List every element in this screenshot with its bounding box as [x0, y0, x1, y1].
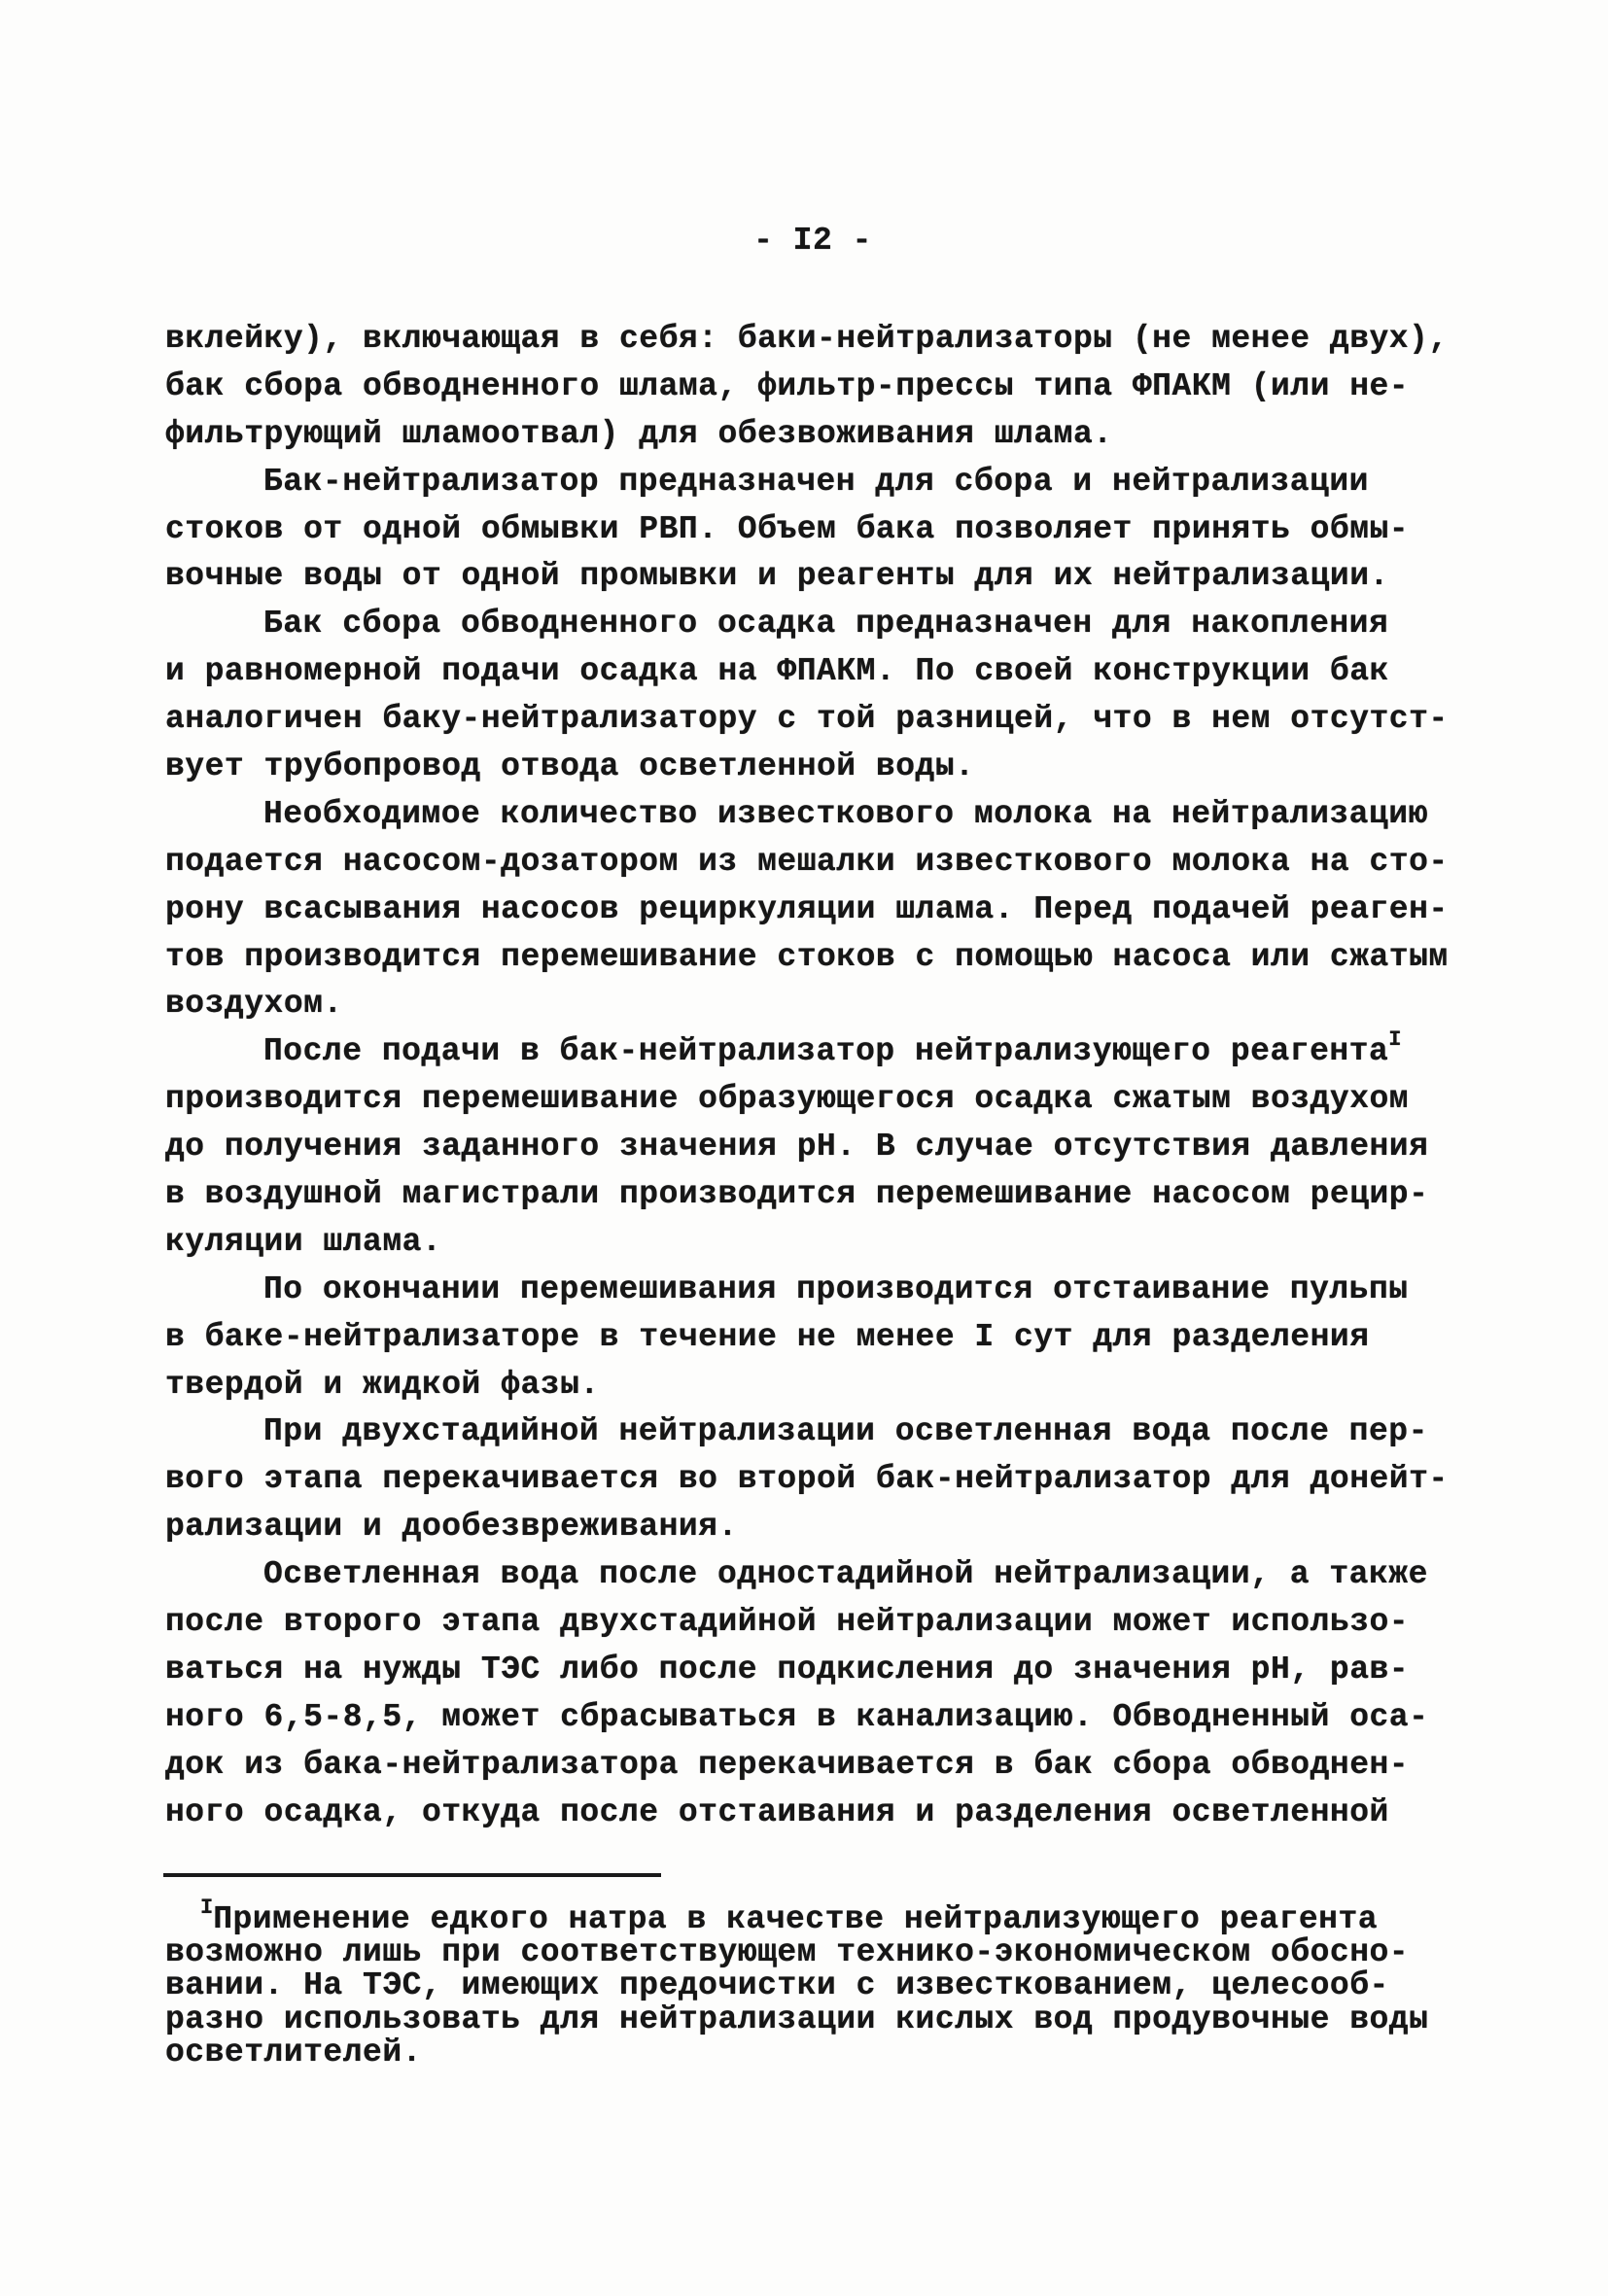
- text-line: производится перемешивание образующегося осадка сжатым воздухом: [165, 1081, 1410, 1118]
- text-line: воздухом.: [165, 986, 343, 1023]
- text-line: вклейку), включающая в себя: баки-нейтрализаторы (не менее двух),: [165, 321, 1449, 357]
- footnote-line: осветлителей.: [165, 2034, 422, 2070]
- text-line: вого этапа перекачивается во второй бак-нейтрализатор для донейт-: [165, 1461, 1449, 1498]
- text-line: подается насосом-дозатором из мешалки известкового молока на сто-: [165, 843, 1449, 880]
- page-number: - I2 -: [753, 223, 872, 259]
- footnote: [165, 1896, 1468, 2070]
- text-line: Бак-нейтрализатор предназначен для сбора и нейтрализации: [263, 463, 1369, 500]
- paragraph: [165, 316, 1468, 459]
- text-line: При двухстадийной нейтрализации осветленная вода после пер-: [263, 1413, 1428, 1450]
- paragraph: [165, 1409, 1468, 1551]
- text-line: Бак сбора обводненного осадка предназначен для накопления: [263, 606, 1389, 643]
- paragraph: [165, 601, 1468, 791]
- text-line: рализации и дообезвреживания.: [165, 1509, 738, 1546]
- text-line: бак сбора обводненного шлама, фильтр-прессы типа ФПАКМ (или не-: [165, 367, 1410, 404]
- footnote-reference: I: [1388, 1027, 1402, 1053]
- footnote-line-text: Применение едкого натра в качестве нейтрализующего реагента: [213, 1901, 1379, 1937]
- text-line: куляции шлама.: [165, 1223, 442, 1260]
- text-line: Осветленная вода после одностадийной нейтрализации, а также: [263, 1556, 1428, 1593]
- paragraph: [165, 1551, 1468, 1836]
- text-line: вует трубопровод отвода осветленной воды.: [165, 748, 975, 785]
- text-line: твердой и жидкой фазы.: [165, 1366, 600, 1403]
- text-line: Необходимое количество известкового молока на нейтрализацию: [263, 795, 1428, 832]
- text-line: в баке-нейтрализаторе в течение не менее I сут для разделения: [165, 1318, 1370, 1355]
- text-line: По окончании перемешивания производится отстаивание пульпы: [263, 1270, 1409, 1307]
- footnote-line: разно использовать для нейтрализации кислых вод продувочные воды: [165, 2000, 1429, 2037]
- text-line: ного осадка, откуда после отстаивания и разделения осветленной: [165, 1793, 1389, 1830]
- paragraph: [165, 459, 1468, 602]
- paragraph: [165, 791, 1468, 1028]
- footnote-line: возможно лишь при соответствующем технико-экономическом обосно-: [165, 1934, 1410, 1971]
- text-line: ваться на нужды ТЭС либо после подкисления до значения рН, рав-: [165, 1651, 1410, 1687]
- footnote-mark: I: [200, 1896, 214, 1920]
- paragraph: [165, 1267, 1468, 1409]
- text-line: [165, 1028, 1468, 1076]
- footnote-line: вании. На ТЭС, имеющих предочистки с известкованием, целесооб-: [165, 1967, 1389, 2004]
- text-line: рону всасывания насосов рециркуляции шлама. Перед подачей реаген-: [165, 890, 1449, 927]
- text-line: док из бака-нейтрализатора перекачивается в бак сбора обводнен-: [165, 1746, 1410, 1783]
- text-line: аналогичен баку-нейтрализатору с той разницей, что в нем отсутст-: [165, 701, 1449, 738]
- text-line: после второго этапа двухстадийной нейтрализации может использо-: [165, 1604, 1410, 1641]
- line-text: После подачи в бак-нейтрализатор нейтрализующего реагента: [263, 1033, 1389, 1070]
- footnote-line: [165, 1896, 1468, 1937]
- text-line: ного 6,5-8,5, может сбрасываться в канализацию. Обводненный оса-: [165, 1698, 1429, 1735]
- text-line: вочные воды от одной промывки и реагенты для их нейтрализации.: [165, 558, 1389, 595]
- text-line: фильтрующий шламоотвал) для обезвоживания шлама.: [165, 415, 1113, 452]
- footnote-separator: [163, 1873, 661, 1877]
- text-line: до получения заданного значения рН. В случае отсутствия давления: [165, 1129, 1429, 1165]
- paragraph: [165, 1028, 1468, 1266]
- text-line: тов производится перемешивание стоков с помощью насоса или сжатым: [165, 938, 1449, 975]
- body-text: [165, 316, 1468, 1837]
- text-line: в воздушной магистрали производится перемешивание насосом рецир-: [165, 1176, 1429, 1213]
- text-line: стоков от одной обмывки РВП. Объем бака позволяет принять обмы-: [165, 510, 1410, 547]
- text-line: и равномерной подачи осадка на ФПАКМ. По своей конструкции бак: [165, 653, 1389, 690]
